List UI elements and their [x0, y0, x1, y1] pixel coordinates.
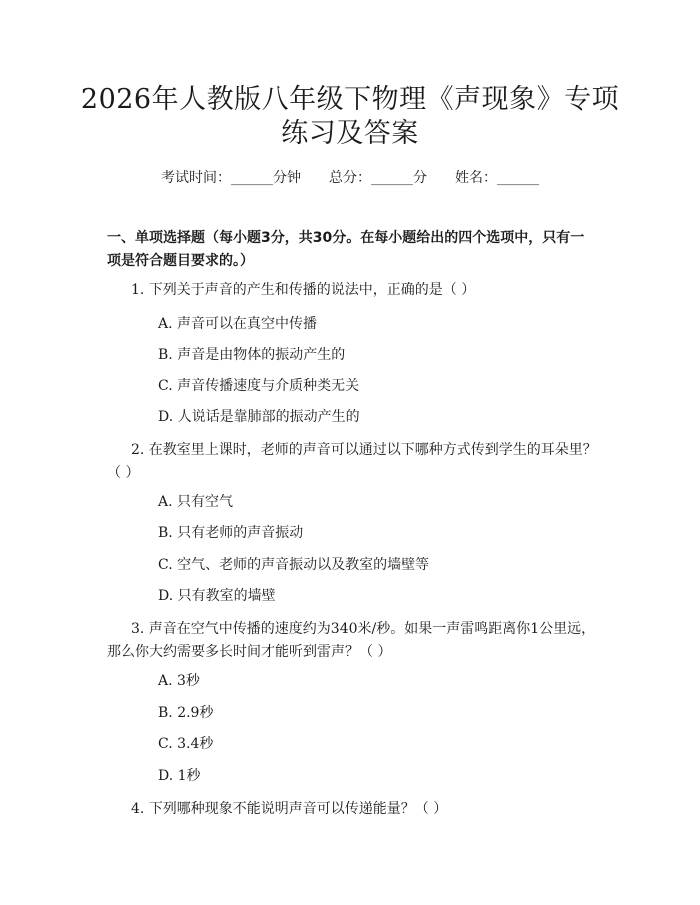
- question-1-option-c: C. 声音传播速度与介质种类无关: [158, 378, 360, 394]
- question-3-option-a: A. 3秒: [158, 673, 200, 689]
- question-2-option-c: C. 空气、老师的声音振动以及教室的墙壁等: [158, 557, 430, 573]
- question-4-stem: 4. 下列哪种现象不能说明声音可以传递能量？（ ）: [131, 801, 448, 817]
- exam-time-field: 考试时间：______分钟: [161, 170, 301, 186]
- question-3-option-d: D. 1秒: [158, 768, 201, 784]
- total-score-field: 总分：______分: [329, 170, 427, 186]
- question-1-stem: 1. 下列关于声音的产生和传播的说法中，正确的是（ ）: [131, 282, 476, 298]
- document-title-line-1: 2026年人教版八年级下物理《声现象》专项: [80, 84, 620, 115]
- question-2-option-a: A. 只有空气: [158, 494, 234, 510]
- question-1-option-a: A. 声音可以在真空中传播: [158, 316, 318, 332]
- question-1-option-d: D. 人说话是靠肺部的振动产生的: [158, 409, 360, 425]
- question-3-option-b: B. 2.9秒: [158, 705, 214, 721]
- question-3-stem: 3. 声音在空气中传播的速度约为340米/秒。如果一声雷鸣距离你1公里远，那么你大约需要多长时间才能听到雷声？（ ）: [107, 621, 596, 660]
- section-heading: 一、单项选择题（每小题3分，共30分。在每小题给出的四个选项中，只有一项是符合题目要求的。）: [107, 230, 585, 269]
- question-3-option-c: C. 3.4秒: [158, 736, 214, 752]
- question-2-stem: 2. 在教室里上课时，老师的声音可以通过以下哪种方式传到学生的耳朵里？（ ）: [107, 442, 597, 481]
- question-1-option-b: B. 声音是由物体的振动产生的: [158, 347, 346, 363]
- question-2-option-b: B. 只有老师的声音振动: [158, 525, 304, 541]
- name-field: 姓名：______: [455, 170, 539, 186]
- question-2-option-d: D. 只有教室的墙壁: [158, 588, 276, 604]
- exam-info-line: [0, 168, 700, 188]
- document-title-line-2: 练习及答案: [281, 118, 419, 149]
